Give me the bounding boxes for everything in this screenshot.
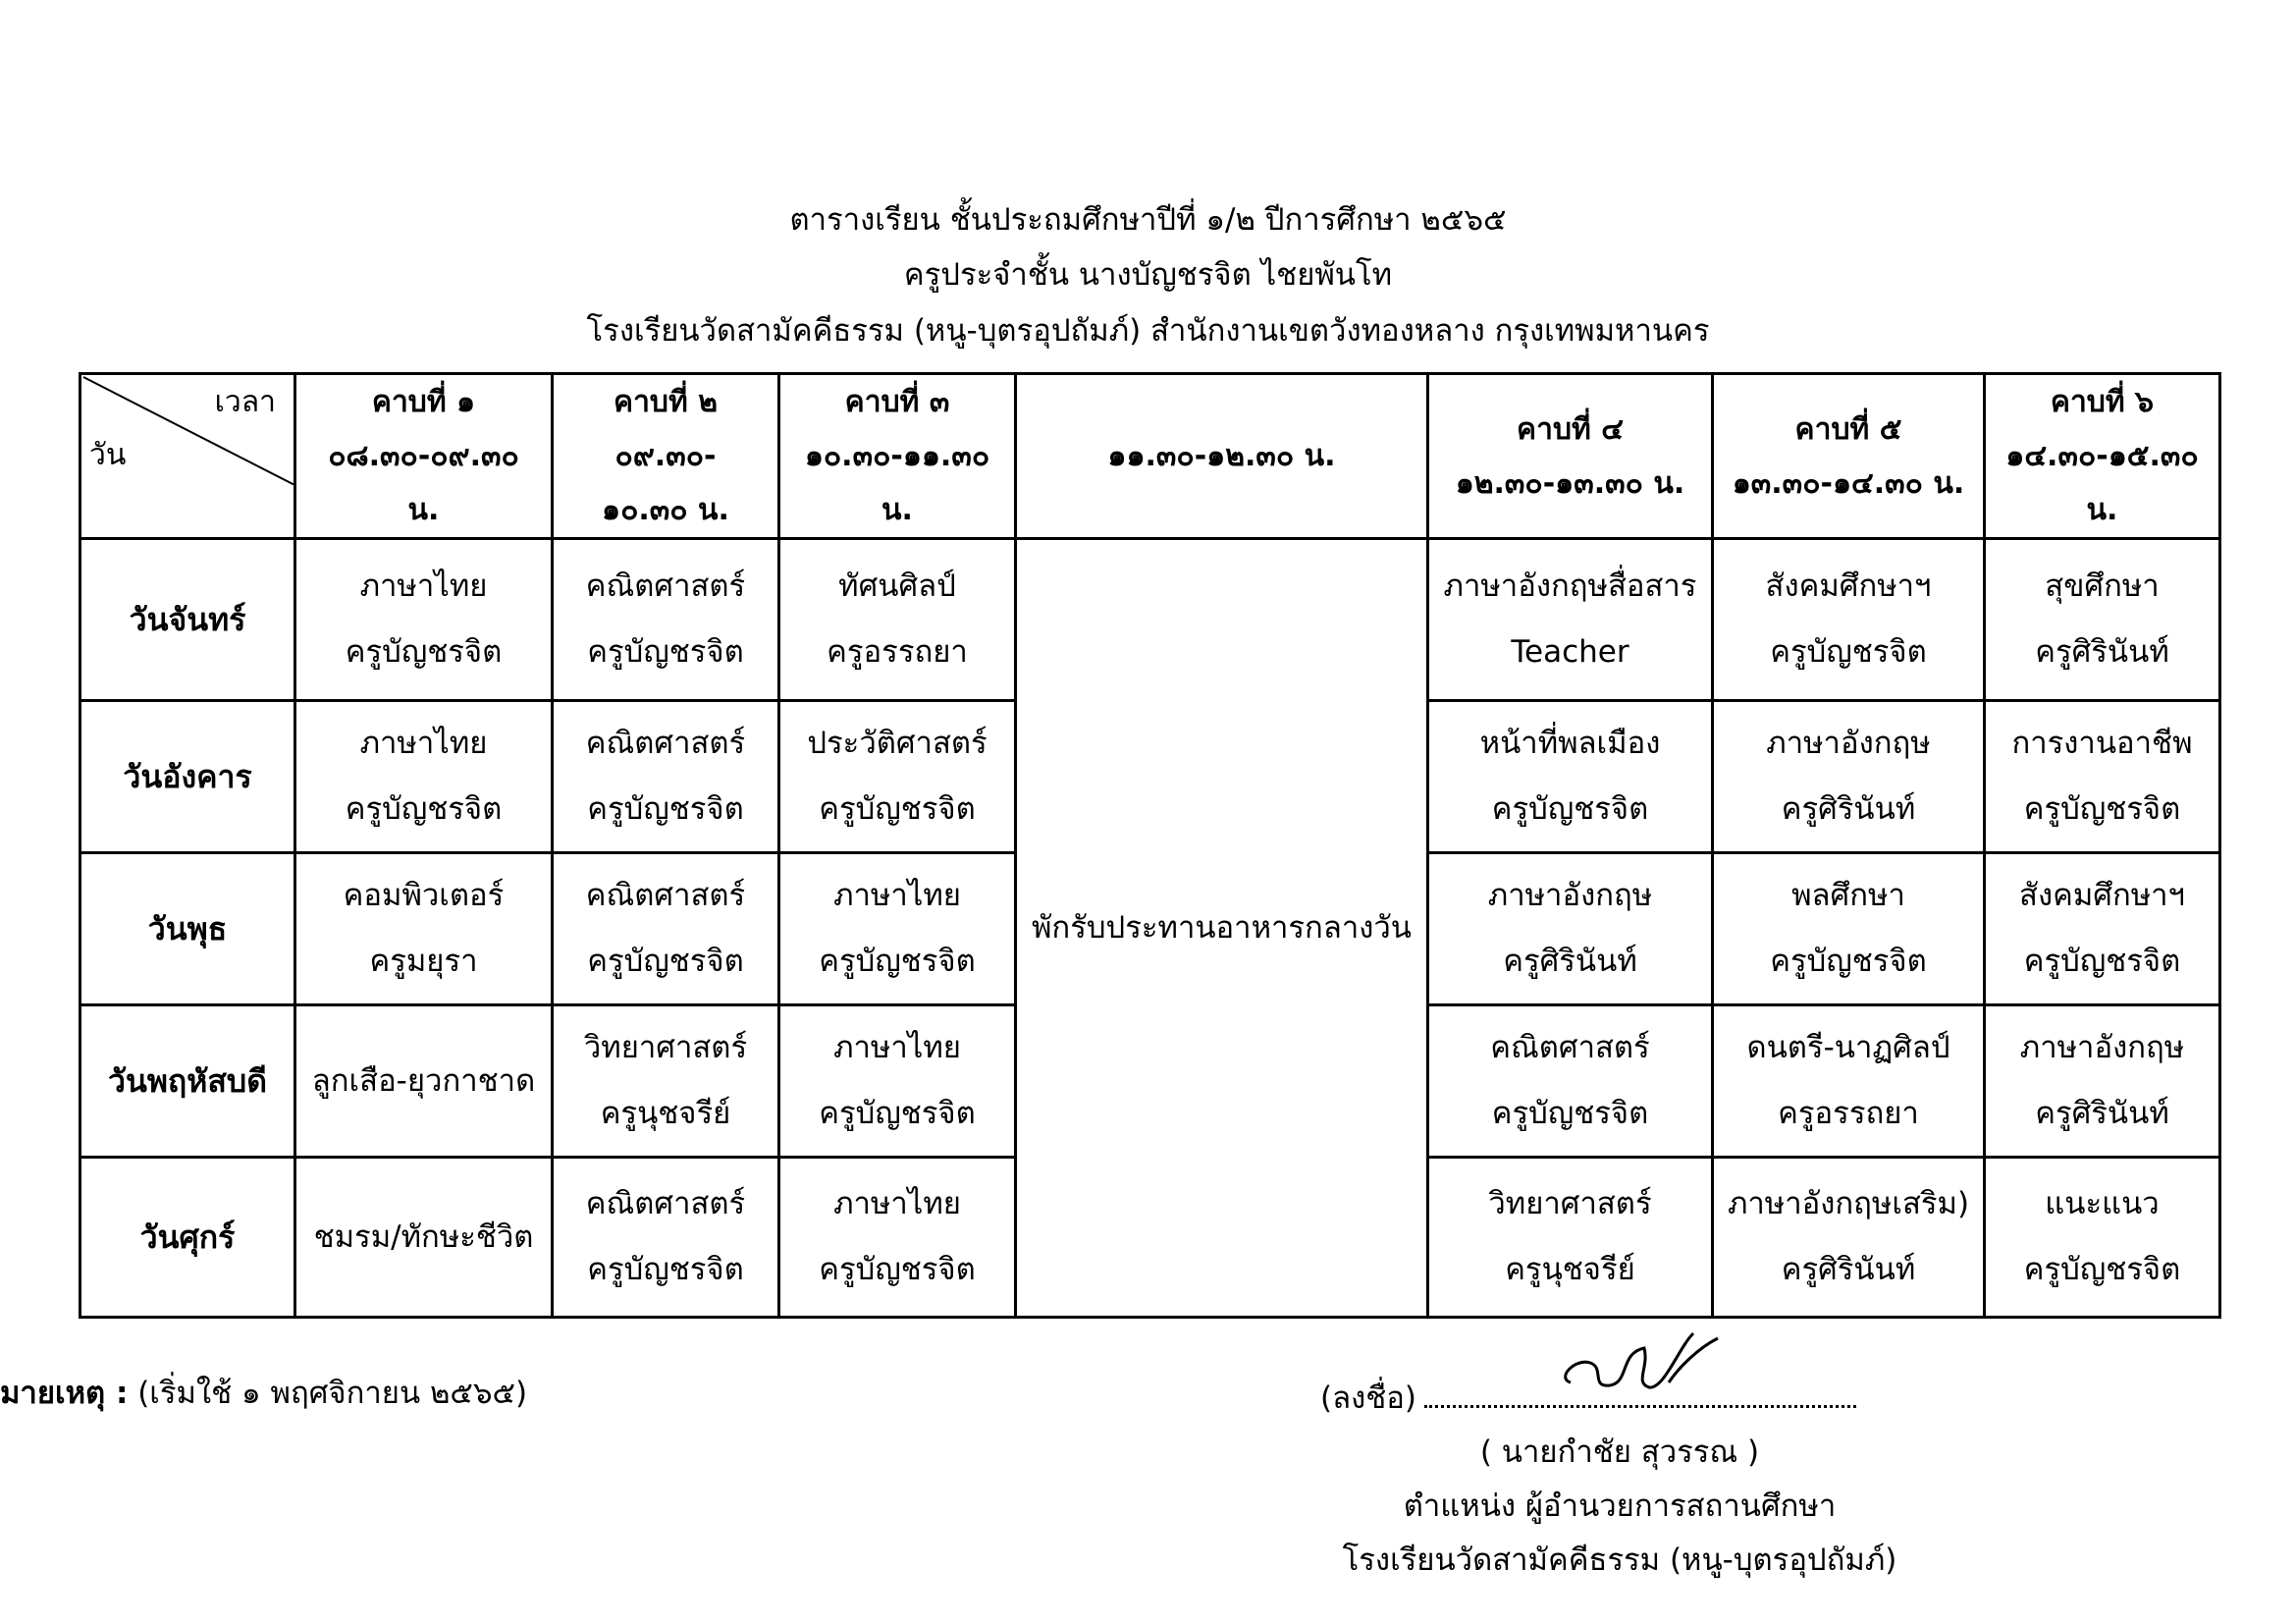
teacher: ครูศิรินันท์ [1781, 791, 1916, 827]
day-label: วันจันทร์ [80, 539, 295, 701]
subject: ลูกเสือ-ยุวกาชาด [311, 1062, 536, 1099]
period-time-unit: น. [407, 493, 440, 527]
subject: วิทยาศาสตร์ [1488, 1186, 1652, 1221]
teacher: Teacher [1511, 634, 1629, 670]
signature-dotted-line [1424, 1376, 1856, 1408]
subject: คณิตศาสตร์ [585, 1186, 746, 1221]
day-label: วันพุธ [80, 853, 295, 1005]
lunch-break-cell: พักรับประทานอาหารกลางวัน [1016, 539, 1428, 1318]
sign-line [1320, 1373, 1856, 1422]
subject: คณิตศาสตร์ [1490, 1030, 1650, 1065]
subject: คณิตศาสตร์ [585, 878, 746, 913]
class-cell [1985, 853, 2220, 1005]
lunch-time-header [1016, 374, 1428, 539]
teacher: ครูบัญชรจิต [2023, 1252, 2181, 1287]
period-name: คาบที่ ๖ [2050, 385, 2155, 419]
subject: คอมพิวเตอร์ [343, 878, 505, 913]
subject: ประวัติศาสตร์ [807, 726, 988, 761]
class-cell [1985, 1158, 2220, 1318]
teacher: ครูบัญชรจิต [587, 634, 744, 670]
teacher: ครูบัญชรจิต [1491, 791, 1649, 827]
day-label: วันพฤหัสบดี [80, 1005, 295, 1158]
teacher: ครูบัญชรจิต [2023, 791, 2181, 827]
timetable [79, 372, 2221, 1319]
teacher: ครูบัญชรจิต [819, 1096, 976, 1131]
period-time: ๑๔.๓๐-๑๕.๓๐ [2005, 439, 2199, 473]
period-name: คาบที่ ๕ [1794, 411, 1902, 447]
sign-label: (ลงชื่อ) [1320, 1380, 1416, 1416]
period-name: คาบที่ ๓ [844, 385, 950, 419]
remark [0, 1368, 527, 1417]
class-cell [779, 1158, 1016, 1318]
subject: วิทยาศาสตร์ [583, 1030, 748, 1065]
teacher: ครูอรรถยา [827, 634, 968, 670]
remark-text: (เริ่มใช้ ๑ พฤศจิกายน ๒๕๖๕) [128, 1376, 528, 1411]
class-cell [295, 701, 553, 853]
subject: ภาษาอังกฤษสื่อสาร [1443, 568, 1697, 604]
period-header-5 [1713, 374, 1985, 539]
teacher: ครูบัญชรจิต [819, 791, 976, 827]
class-cell [779, 1005, 1016, 1158]
subject: ภาษาอังกฤษเสริม) [1727, 1186, 1970, 1221]
signer-name: ( นายกำชัย สุวรรณ ) [1479, 1435, 1760, 1470]
period-header-2 [553, 374, 779, 539]
class-cell [1428, 701, 1713, 853]
teacher: ครูมยุรา [369, 944, 478, 979]
class-cell [553, 1005, 779, 1158]
class-cell [553, 539, 779, 701]
period-name: คาบที่ ๒ [614, 385, 718, 419]
class-cell [553, 701, 779, 853]
teacher: ครูศิรินันท์ [2035, 1096, 2169, 1131]
period-time: ๑๑.๓๐-๑๒.๓๐ น. [1107, 439, 1336, 473]
subject: ภาษาอังกฤษ [1766, 726, 1931, 761]
class-cell [553, 1158, 779, 1318]
header-title: ตารางเรียน ชั้นประถมศึกษาปีที่ ๑/๒ ปีการศึกษา ๒๕๖๕ [789, 202, 1507, 238]
subject: ภาษาไทย [833, 1186, 961, 1221]
subject: ภาษาอังกฤษ [2019, 1030, 2185, 1065]
class-cell [1985, 539, 2220, 701]
class-cell [553, 853, 779, 1005]
day-label: วันอังคาร [80, 701, 295, 853]
class-cell [295, 1005, 553, 1158]
class-cell [1428, 853, 1713, 1005]
remark-label: มายเหตุ : [0, 1376, 129, 1411]
subject: สุขศึกษา [2045, 568, 2160, 604]
teacher: ครูศิรินันท์ [1781, 1252, 1916, 1287]
subject: คณิตศาสตร์ [585, 726, 746, 761]
corner-cell [80, 374, 295, 539]
signer-position: ตำแหน่ง ผู้อำนวยการสถานศึกษา [1403, 1489, 1837, 1524]
class-cell [1428, 1005, 1713, 1158]
subject: ภาษาไทย [359, 568, 488, 604]
period-header-4 [1428, 374, 1713, 539]
subject: ภาษาอังกฤษ [1487, 878, 1653, 913]
teacher: ครูบัญชรจิต [1770, 634, 1927, 670]
class-cell [1985, 701, 2220, 853]
corner-day-label: วัน [89, 438, 127, 472]
class-cell [1713, 1158, 1985, 1318]
subject: การงานอาชีพ [2011, 726, 2193, 761]
day-row-monday [80, 539, 2220, 701]
subject: แนะแนว [2045, 1186, 2160, 1221]
class-cell [295, 853, 553, 1005]
teacher: ครูบัญชรจิต [587, 791, 744, 827]
period-time-unit: น. [881, 493, 913, 527]
period-time: ๑๓.๓๐-๑๔.๓๐ น. [1732, 465, 1965, 501]
teacher: ครูนุชจรีย์ [1505, 1252, 1635, 1287]
class-cell [779, 539, 1016, 701]
class-cell [1428, 539, 1713, 701]
corner-time-label: เวลา [214, 385, 276, 419]
teacher: ครูบัญชรจิต [819, 1252, 976, 1287]
class-cell [779, 701, 1016, 853]
period-time: ๑๒.๓๐-๑๓.๓๐ น. [1455, 465, 1685, 501]
subject: ภาษาไทย [833, 1030, 961, 1065]
period-header-1 [295, 374, 553, 539]
teacher: ครูบัญชรจิต [2023, 944, 2181, 979]
teacher: ครูบัญชรจิต [1770, 944, 1927, 979]
class-cell [295, 1158, 553, 1318]
subject: หน้าที่พลเมือง [1479, 726, 1661, 761]
period-time: ๑๐.๓๐-๑๑.๓๐ [804, 439, 990, 473]
class-cell [1713, 1005, 1985, 1158]
header-teacher: ครูประจำชั้น นางบัญชรจิต ไชยพันโท [903, 257, 1393, 293]
subject: ภาษาไทย [833, 878, 961, 913]
teacher: ครูบัญชรจิต [345, 634, 503, 670]
period-header-3 [779, 374, 1016, 539]
class-cell [779, 853, 1016, 1005]
class-cell [1428, 1158, 1713, 1318]
subject: ดนตรี-นาฏศิลป์ [1746, 1030, 1950, 1065]
class-cell [1985, 1005, 2220, 1158]
teacher: ครูบัญชรจิต [587, 1252, 744, 1287]
signer-school: โรงเรียนวัดสามัคคีธรรม (หนู-บุตรอุปถัมภ์) [1342, 1543, 1897, 1578]
header-row [80, 374, 2220, 539]
period-time: ๐๙.๓๐- [614, 439, 717, 473]
subject: ทัศนศิลป์ [838, 568, 956, 604]
period-time: ๐๘.๓๐-๐๙.๓๐ [328, 439, 519, 473]
period-name: คาบที่ ๑ [371, 385, 476, 419]
period-time-unit: น. [2086, 493, 2118, 527]
subject: ภาษาไทย [359, 726, 488, 761]
teacher: ครูบัญชรจิต [345, 791, 503, 827]
class-cell [1713, 539, 1985, 701]
class-cell [1713, 853, 1985, 1005]
period-header-6 [1985, 374, 2220, 539]
teacher: ครูศิรินันท์ [2035, 634, 2169, 670]
period-time-unit: ๑๐.๓๐ น. [602, 493, 729, 527]
subject: สังคมศึกษาฯ [1765, 568, 1932, 604]
header-school: โรงเรียนวัดสามัคคีธรรม (หนู-บุตรอุปถัมภ์) สำนักงานเขตวังทองหลาง กรุงเทพมหานคร [586, 313, 1710, 349]
day-label: วันศุกร์ [80, 1158, 295, 1318]
subject: สังคมศึกษาฯ [2019, 878, 2185, 913]
teacher: ครูบัญชรจิต [819, 944, 976, 979]
subject: ชมรม/ทักษะชีวิต [313, 1218, 534, 1255]
subject: คณิตศาสตร์ [585, 568, 746, 604]
class-cell [1713, 701, 1985, 853]
teacher: ครูบัญชรจิต [1491, 1096, 1649, 1131]
subject: พลศึกษา [1791, 878, 1905, 913]
period-name: คาบที่ ๔ [1517, 411, 1624, 447]
teacher: ครูศิรินันท์ [1503, 944, 1637, 979]
teacher: ครูนุชจรีย์ [600, 1096, 731, 1131]
teacher: ครูอรรถยา [1778, 1096, 1919, 1131]
teacher: ครูบัญชรจิต [587, 944, 744, 979]
class-cell [295, 539, 553, 701]
